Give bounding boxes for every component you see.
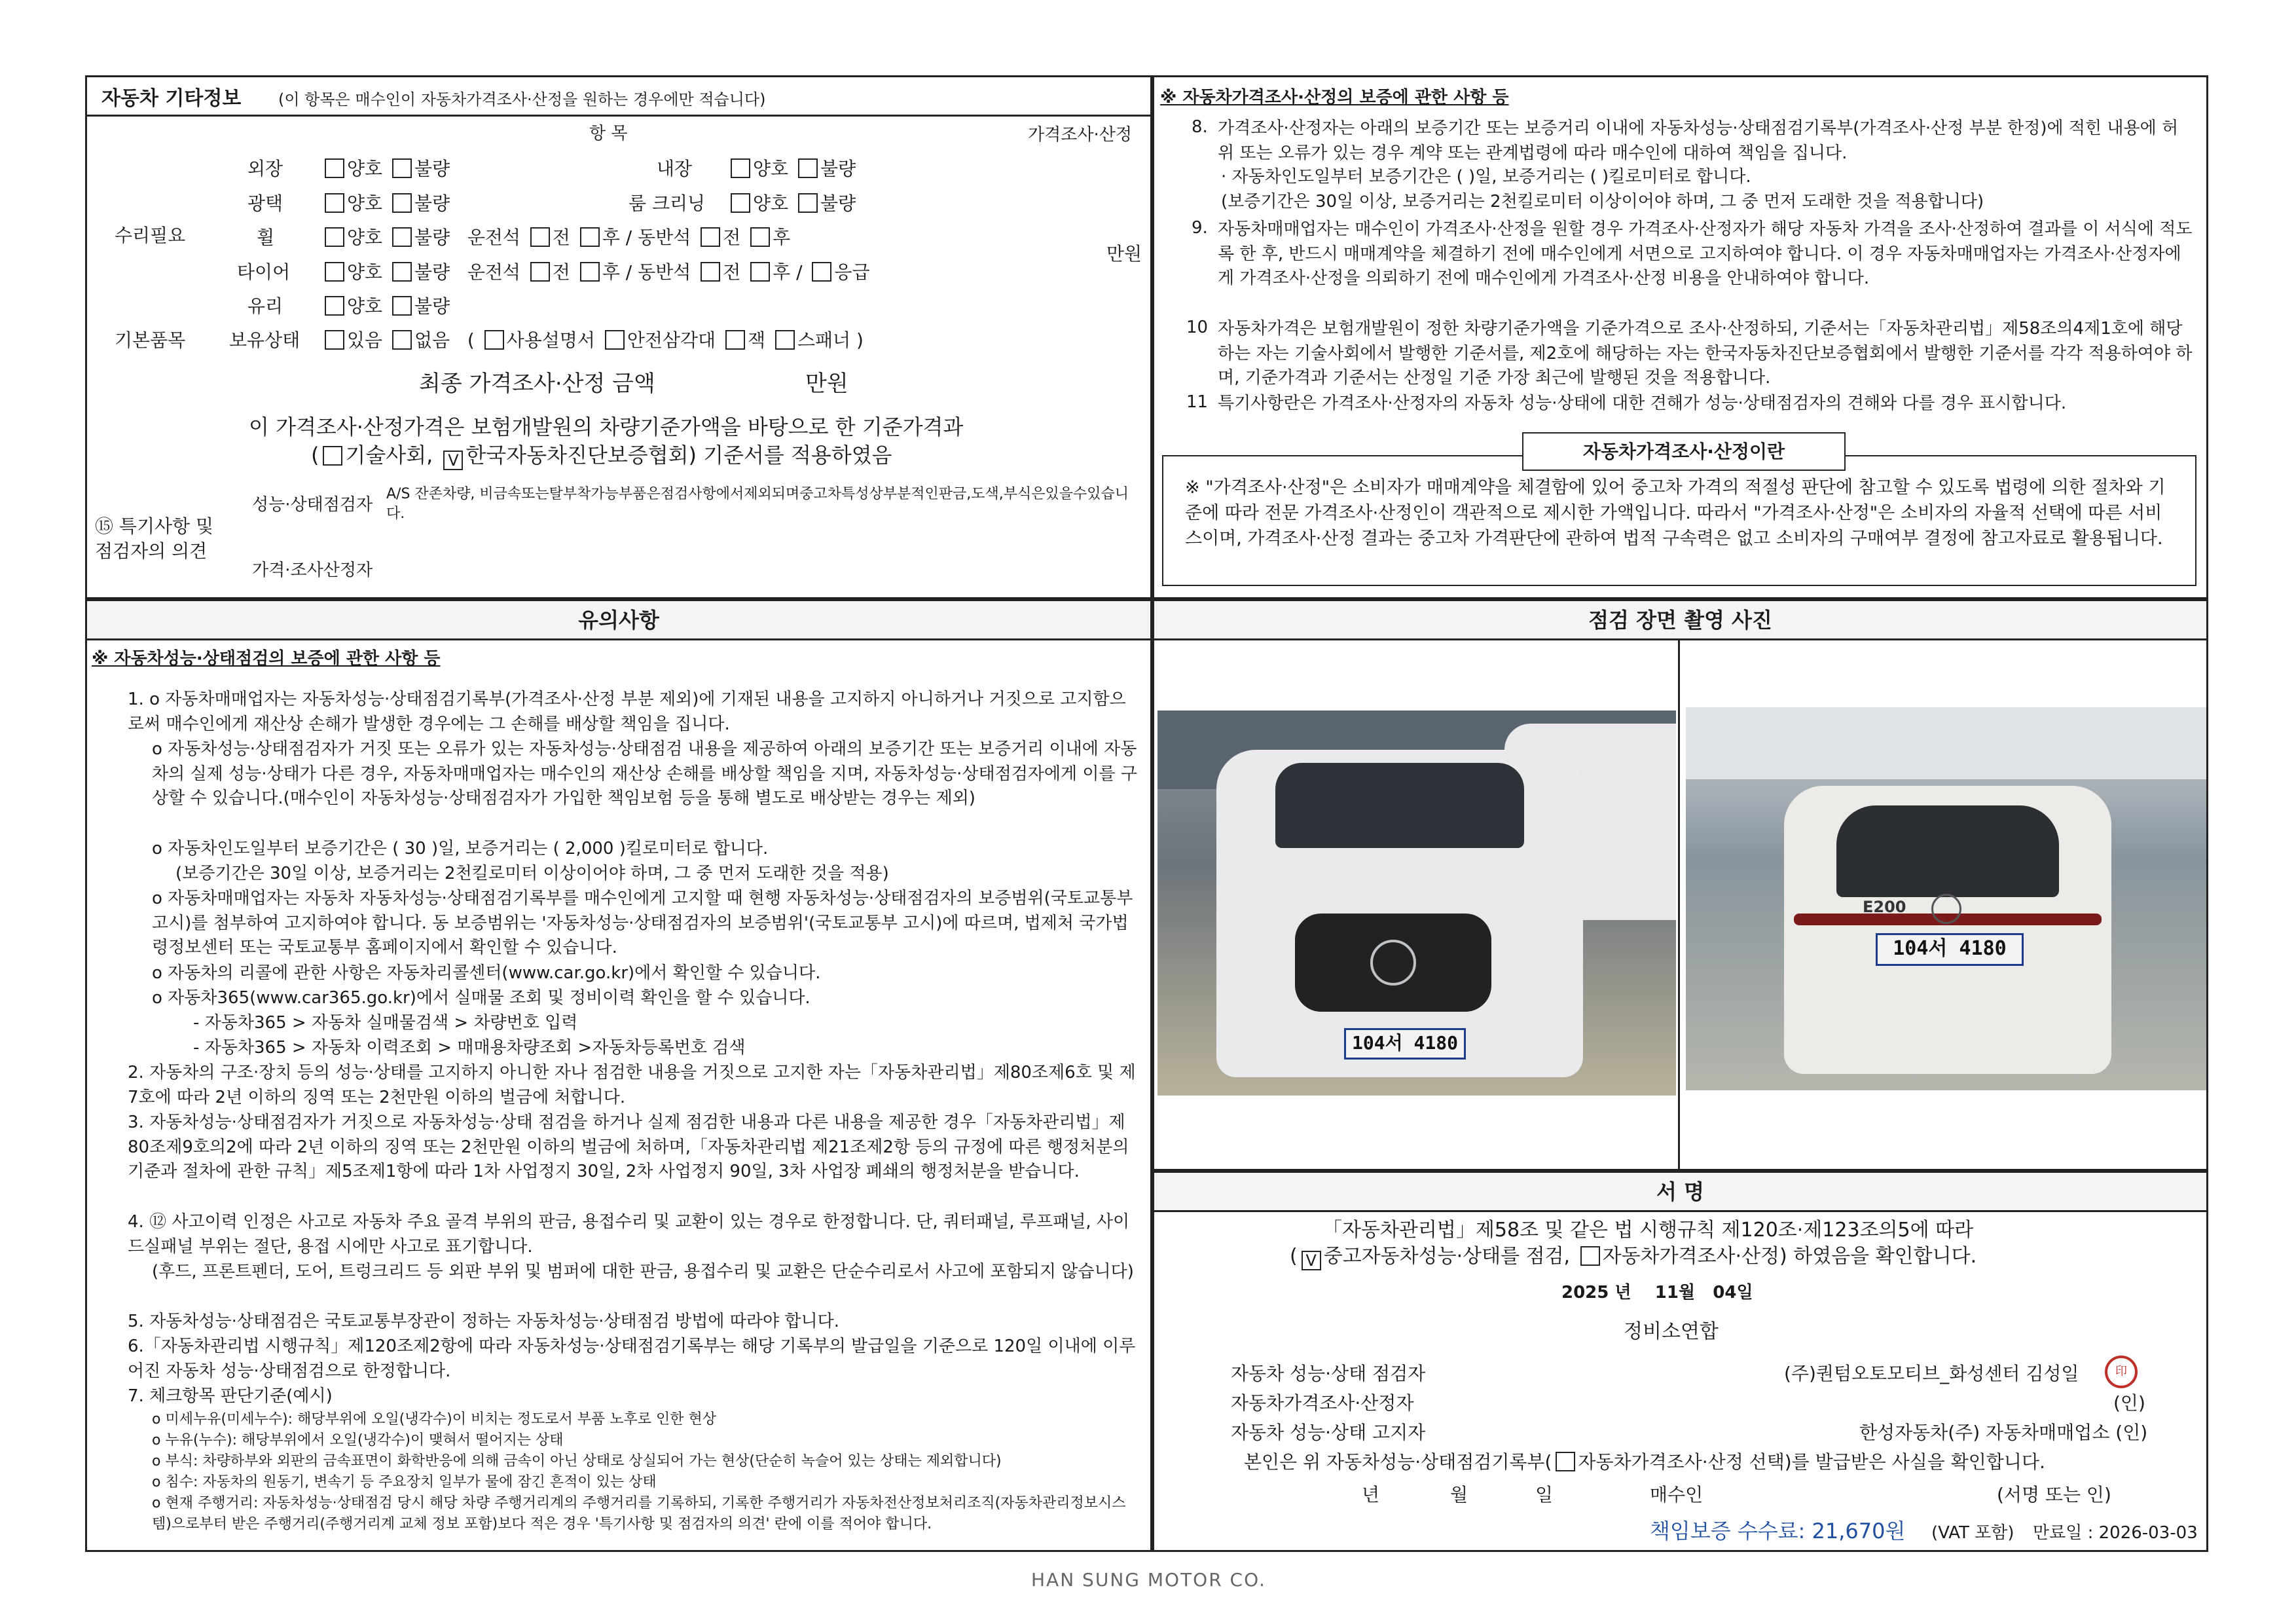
room-cleaning-label: 룸 크리닝 — [629, 193, 706, 214]
unit-manwon: 만원 — [1106, 243, 1142, 265]
item8-note: (보증기간은 30일 이상, 보증거리는 2천킬로미터 이상이어야 하며, 그 중 먼저 도래한 것을 적용합니다) — [1221, 192, 1984, 212]
wheel-driver-front-checkbox[interactable] — [530, 227, 550, 247]
item10-text: 자동차가격은 보험개발원이 정한 차량기준가액을 기준가격으로 조사·산정하되, 기준서는「자동차관리법」제58조의4제1호에 해당하는 자는 기술사회에서 발행한 기준서를, 제2호에 해당하는 자는 한국자동차진단보증협회에서 발행한 기준서를 각각 적용하여야 하며, 기준가격과 기준서는 산정일 기준 가장 최근에 발행된 것을 적용합니다. — [1218, 319, 2193, 388]
exterior-label: 외장 — [247, 158, 283, 179]
what-is-price-title: 자동차가격조사·산정이란 — [1582, 441, 1785, 462]
wheel-good-checkbox[interactable] — [325, 227, 344, 247]
divider — [1678, 638, 1680, 1171]
receipt-line: 본인은 위 자동차성능·상태점검기록부( 자동차가격조사·산정 선택)를 발급받은 사실을 확인합니다. — [1244, 1451, 2045, 1473]
room-good-checkbox[interactable] — [731, 193, 750, 213]
possession-options: 있음 없음 ( 사용설명서 안전삼각대 잭 스패너 ) — [321, 329, 864, 352]
notes-header — [87, 601, 1150, 639]
expiry-date: 만료일 : 2026-03-03 — [2033, 1523, 2198, 1543]
issue-date: 2025 년 11월 04일 — [1561, 1283, 1753, 1302]
kaia-checkbox[interactable]: V — [443, 451, 463, 470]
special-notes-label: ⑮ 특기사항 및 점검자의 의견 — [95, 515, 214, 562]
photos-header — [1154, 601, 2206, 639]
company-seal: 印 — [2105, 1356, 2138, 1388]
item11-text: 특기사항란은 가격조사·산정자의 자동차 성능·상태에 대한 견해가 성능·상태점검자의 견해와 다를 경우 표시합니다. — [1218, 394, 2067, 413]
inspector-note: A/S 잔존차량, 비금속또는탈부착가능부품은점검사항에서제외되며중고차특성상부분적인판금,도색,부식은있을수있습니다. — [386, 486, 1129, 522]
inspector-label: 성능·상태점검자 — [252, 495, 373, 515]
repair-label: 수리필요 — [115, 225, 186, 246]
other-info-note: (이 항목은 매수인이 자동차가격조사·산정을 원하는 경우에만 적습니다) — [278, 90, 766, 109]
confirm-line: ( V 중고자동차성능·상태를 점검, 자동차가격조사·산정) 하였음을 확인합니다. — [1290, 1245, 1977, 1270]
col-price-header: 가격조사·산정 — [1028, 125, 1132, 145]
rear-star-emblem — [1931, 894, 1961, 924]
note-4-note: (후드, 프론트펜더, 도어, 트렁크리드 등 외판 부위 및 범퍼에 대한 판금, 용접수리 및 교환은 단순수리로서 사고에 포함되지 않습니다) — [152, 1262, 1134, 1282]
note-6: 6.「자동차관리법 시행규칙」제120조제2항에 따라 자동차성능·상태점검기록부는 해당 기록부의 발급일을 기준으로 120일 이내에 이루어진 자동차 성능·상태점검으로 한정합니다. — [128, 1337, 1136, 1381]
buyer-month: 월 — [1450, 1484, 1468, 1505]
tire-pass-front-checkbox[interactable] — [701, 262, 720, 282]
price-checkbox[interactable] — [1580, 1246, 1600, 1266]
notes-subtitle: ※ 자동차성능·상태점검의 보증에 관한 사항 등 — [92, 649, 441, 669]
note-2: 2. 자동차의 구조·장치 등의 성능·상태를 고지하지 아니한 자나 점검한 내용을 거짓으로 고지한 자는「자동차관리법」제80조제6호 및 제7호에 따라 2년 이하의 징역 또는 2천만원 이하의 벌금에 처합니다. — [128, 1063, 1136, 1107]
note-7c: o 부식: 차량하부와 외판의 금속표면이 화학반응에 의해 금속이 아닌 상태로 상실되어 가는 현상(단순히 녹슬어 있는 상태는 제외합니다) — [152, 1453, 1002, 1469]
tire-good-checkbox[interactable] — [325, 262, 344, 282]
law-line: 「자동차관리법」제58조 및 같은 법 시행규칙 제120조·제123조의5에 따라 — [1322, 1219, 1974, 1242]
note-1h: - 자동차365 > 자동차 이력조회 > 매매용차량조회 >자동차등록번호 검색 — [193, 1038, 746, 1058]
basic-items-label: 기본품목 — [115, 329, 186, 351]
ceiling — [1686, 707, 2206, 779]
exterior-bad-checkbox[interactable] — [392, 158, 412, 178]
note-1f: o 자동차365(www.car365.go.kr)에서 실매물 조회 및 정비이력 확인을 할 수 있습니다. — [152, 988, 811, 1008]
appraiser-row-label: 자동차가격조사·산정자 — [1231, 1392, 1414, 1414]
note-1g: - 자동차365 > 자동차 실매물검색 > 차량번호 입력 — [193, 1013, 578, 1033]
inspector-row-value: (주)퀀텀오토모티브_화성센터 김성일 — [1784, 1363, 2079, 1384]
tire-emergency-checkbox[interactable] — [812, 262, 831, 282]
note-7: 7. 체크항목 판단기준(예시) — [128, 1386, 333, 1406]
final-price-unit: 만원 — [805, 371, 848, 397]
receipt-price-checkbox[interactable] — [1556, 1452, 1575, 1471]
tire-pass-rear-checkbox[interactable] — [750, 262, 770, 282]
spanner-checkbox[interactable] — [775, 330, 795, 350]
tech-society-checkbox[interactable] — [323, 446, 342, 466]
buyer-label: 매수인 — [1650, 1484, 1704, 1505]
basis-choice: ( 기술사회, V 한국자동차진단보증협회) 기준서를 적용하였음 — [311, 443, 892, 470]
gloss-good-checkbox[interactable] — [325, 193, 344, 213]
price-warranty-title: ※ 자동차가격조사·산정의 보증에 관한 사항 등 — [1160, 88, 1509, 107]
star-emblem — [1370, 940, 1416, 986]
front-plate: 104서 4180 — [1344, 1028, 1466, 1060]
rear-plate: 104서 4180 — [1876, 933, 2024, 966]
item11-num: 11 — [1186, 392, 1209, 412]
triangle-checkbox[interactable] — [605, 330, 625, 350]
wheel-pass-front-checkbox[interactable] — [701, 227, 720, 247]
item9-text: 자동차매매업자는 매수인이 가격조사·산정을 원할 경우 가격조사·산정자가 해당 자동차 가격을 조사·산정하여 결과를 이 서식에 적도록 한 후, 반드시 매매계약을 체결하기 전에 매수인에게 서면으로 고지하여야 합니다. 이 경우 자동차매매업자는 가격조사·산정자에게 가격조사·산정을 의뢰하기 전에 매수인에게 가격조사·산정 비용을 안내하여야 합니다. — [1218, 219, 2193, 289]
jack-checkbox[interactable] — [725, 330, 745, 350]
possession-label: 보유상태 — [229, 329, 301, 351]
col-item-header: 항 목 — [589, 124, 628, 143]
wheel-options: 양호 불량 운전석 전 후 / 동반석 전 후 — [321, 226, 790, 249]
wheel-label: 휠 — [257, 227, 275, 248]
note-1b: o 자동차성능·상태점검자가 거짓 또는 오류가 있는 자동차성능·상태점검 내용을 제공하여 아래의 보증기간 또는 보증거리 이내에 자동차의 실제 성능·상태가 다른 경우, 자동차매매업자는 매수인의 재산상 손해를 배상할 책임을 지며, 자동차성능·상태점검자에게 이를 구상할 수 있습니다.(매수인이 자동차성능·상태점검자가 가입한 책임보험 등을 통해 별도로 배상받는 경우는 제외) — [152, 739, 1138, 809]
tire-label: 타이어 — [237, 261, 291, 283]
gloss-label: 광택 — [247, 193, 283, 214]
divider — [1152, 638, 2208, 640]
exterior-options: 양호 불량 — [321, 157, 450, 180]
glass-label: 유리 — [247, 295, 283, 317]
item8-text: 가격조사·산정자는 아래의 보증기간 또는 보증거리 이내에 자동차성능·상태점검기록부(가격조사·산정 부분 한정)에 적힌 내용에 허위 또는 오류가 있는 경우 계약 또는 관계법령에 따라 매수인에 대하여 책임을 집니다. — [1218, 119, 2179, 163]
what-is-price-body: ※ "가격조사·산정"은 소비자가 매매계약을 체결함에 있어 중고차 가격의 적절성 판단에 참고할 수 있도록 법령에 의한 절차와 기준에 따라 전문 가격조사·산정인이 객관적으로 제시한 가액입니다. 따라서 "가격조사·산정"은 소비자의 자율적 선택에 따른 서비스이며, 가격조사·산정 결과는 중고차 가격판단에 관하여 법적 구속력은 없고 소비자의 구매여부 결정에 참고자료로 활용됩니다. — [1185, 477, 2166, 549]
sign-header — [1154, 1173, 2206, 1211]
divider — [85, 115, 1152, 117]
wheel-driver-rear-checkbox[interactable] — [580, 227, 600, 247]
exterior-good-checkbox[interactable] — [325, 158, 344, 178]
item8-num: 8. — [1192, 117, 1208, 137]
note-1c: o 자동차인도일부터 보증기간은 ( 30 )일, 보증거리는 ( 2,000 )킬로미터로 합니다. — [152, 839, 769, 858]
note-1d: o 자동차매매업자는 자동차 자동차성능·상태점검기록부를 매수인에게 고지할 때 현행 자동차성능·상태점검자의 보증범위(국토교통부 고시)를 첨부하여 고지하여야 합니다. 동 보증범위는 '자동차성능·상태점검자의 보증범위'(국토교통부 고시)에 따르며, 법제처 국가법령정보센터 또는 국토교통부 홈페이지에서 확인할 수 있습니다. — [152, 889, 1133, 958]
sign-title: 서 명 — [1656, 1179, 1704, 1204]
glass-bad-checkbox[interactable] — [392, 296, 412, 316]
notifier-row-value: 한성자동차(주) 자동차매매업소 (인) — [1859, 1422, 2148, 1443]
notifier-row-label: 자동차 성능·상태 고지자 — [1231, 1422, 1426, 1443]
interior-options: 양호 불량 — [727, 157, 856, 180]
note-7e: o 현재 주행거리: 자동차성능·상태점검 당시 해당 차량 주행거리계의 주행거리를 기록하되, 기록한 주행거리가 자동차전산정보처리조직(자동차관리정보시스템)으로부터 받은 주행거리(주행거리계 교체 정보 포함)보다 적은 경우 '특기사항 및 점검자의 의견' 란에 이를 적어야 합니다. — [152, 1495, 1126, 1532]
glass-good-checkbox[interactable] — [325, 296, 344, 316]
buyer-sign-hint: (서명 또는 인) — [1997, 1484, 2111, 1505]
other-info-title: 자동차 기타정보 — [101, 87, 242, 110]
rear-photo — [1686, 707, 2206, 1090]
notes-title: 유의사항 — [578, 608, 659, 633]
appraiser-label: 가격·조사산정자 — [252, 561, 373, 580]
photos-title: 점검 장면 촬영 사진 — [1588, 608, 1772, 633]
note-4: 4. ⑫ 사고이력 인정은 사고로 자동차 주요 골격 부위의 판금, 용접수리 및 교환이 있는 경우로 한정합니다. 단, 쿼터패널, 루프패널, 사이드실패널 부위는 절단, 용접 시에만 사고로 표기합니다. — [128, 1212, 1130, 1257]
windshield — [1275, 763, 1524, 848]
interior-label: 내장 — [657, 158, 693, 179]
note-3: 3. 자동차성능·상태점검자가 거짓으로 자동차성능·상태 점검을 하거나 실제 점검한 내용과 다른 내용을 제공한 경우「자동차관리법」제80조제9호의2에 따라 2년 이하의 징역 또는 2천만원 이하의 벌금에 처하며,「자동차관리법 제21조제2항 등의 규정에 따른 행정처분의 기준과 절차에 관한 규칙」제5조제1항에 따라 1차 사업정지 30일, 2차 사업정지 90일, 3차 사업장 폐쇄의 행정처분을 받습니다. — [128, 1113, 1129, 1182]
basis-line: 이 가격조사·산정가격은 보험개발원의 차량기준가액을 바탕으로 한 기준가격과 — [249, 415, 964, 439]
note-7a: o 미세누유(미세누수): 해당부위에 오일(냉각수)이 비치는 정도로서 부품 노후로 인한 현상 — [152, 1411, 716, 1428]
inspector-row-label: 자동차 성능·상태 점검자 — [1231, 1363, 1426, 1384]
gloss-options: 양호 불량 — [321, 192, 450, 215]
note-1a: 1. o 자동차매매업자는 자동차성능·상태점검기록부(가격조사·산정 부분 제외)에 기재된 내용을 고지하지 아니하거나 거짓으로 고지함으로써 매수인에게 재산상 손해가 발생한 경우에는 그 손해를 배상할 책임을 집니다. — [128, 690, 1126, 734]
warranty-fee: 책임보증 수수료: 21,670원 — [1650, 1519, 1906, 1543]
item8-sub: · 자동차인도일부터 보증기간은 ( )일, 보증거리는 ( )킬로미터로 합니다. — [1221, 167, 1751, 187]
final-price-label: 최종 가격조사·산정 금액 — [419, 371, 655, 397]
appraiser-row-value: (인) — [2113, 1392, 2145, 1414]
org-name: 정비소연합 — [1624, 1320, 1719, 1343]
front-photo — [1157, 710, 1676, 1096]
tire-bad-checkbox[interactable] — [392, 262, 412, 282]
tire-driver-front-checkbox[interactable] — [530, 262, 550, 282]
interior-good-checkbox[interactable] — [731, 158, 750, 178]
glass-options: 양호 불량 — [321, 295, 450, 318]
interior-bad-checkbox[interactable] — [798, 158, 818, 178]
gloss-bad-checkbox[interactable] — [392, 193, 412, 213]
divider — [1152, 1210, 2208, 1212]
note-1c-note: (보증기간은 30일 이상, 보증거리는 2천킬로미터 이상이어야 하며, 그 중 먼저 도래한 것을 적용) — [175, 864, 889, 883]
manual-checkbox[interactable] — [484, 330, 504, 350]
room-bad-checkbox[interactable] — [798, 193, 818, 213]
trunk-badge: E200 — [1863, 898, 1906, 916]
room-cleaning-options: 양호 불량 — [727, 192, 856, 215]
buyer-year: 년 — [1362, 1484, 1380, 1505]
wheel-pass-rear-checkbox[interactable] — [750, 227, 770, 247]
buyer-day: 일 — [1535, 1484, 1554, 1505]
item9-num: 9. — [1192, 218, 1208, 238]
divider — [85, 638, 1152, 640]
used-car-checkbox[interactable]: V — [1302, 1251, 1321, 1270]
footer-company: HAN SUNG MOTOR CO. — [1031, 1569, 1266, 1591]
wheel-bad-checkbox[interactable] — [392, 227, 412, 247]
item10-num: 10 — [1186, 318, 1209, 337]
tire-driver-rear-checkbox[interactable] — [580, 262, 600, 282]
what-is-price-title-box — [1522, 432, 1846, 471]
rear-window — [1836, 805, 2059, 897]
note-5: 5. 자동차성능·상태점검은 국토교통부장관이 정하는 자동차성능·상태점검 방법에 따라야 합니다. — [128, 1312, 839, 1331]
note-7d: o 침수: 자동차의 원동기, 변속기 등 주요장치 일부가 물에 잠긴 흔적이 있는 상태 — [152, 1474, 657, 1490]
have-checkbox[interactable] — [325, 330, 344, 350]
note-1e: o 자동차의 리콜에 관한 사항은 자동차리콜센터(www.car.go.kr)에서 확인할 수 있습니다. — [152, 963, 821, 983]
none-checkbox[interactable] — [392, 330, 412, 350]
note-7b: o 누유(누수): 해당부위에서 오일(냉각수)이 맺혀서 떨어지는 상태 — [152, 1432, 564, 1449]
warranty-fee-vat: (VAT 포함) — [1931, 1523, 2014, 1543]
tire-options: 양호 불량 운전석 전 후 / 동반석 전 후 / 응급 — [321, 261, 870, 284]
